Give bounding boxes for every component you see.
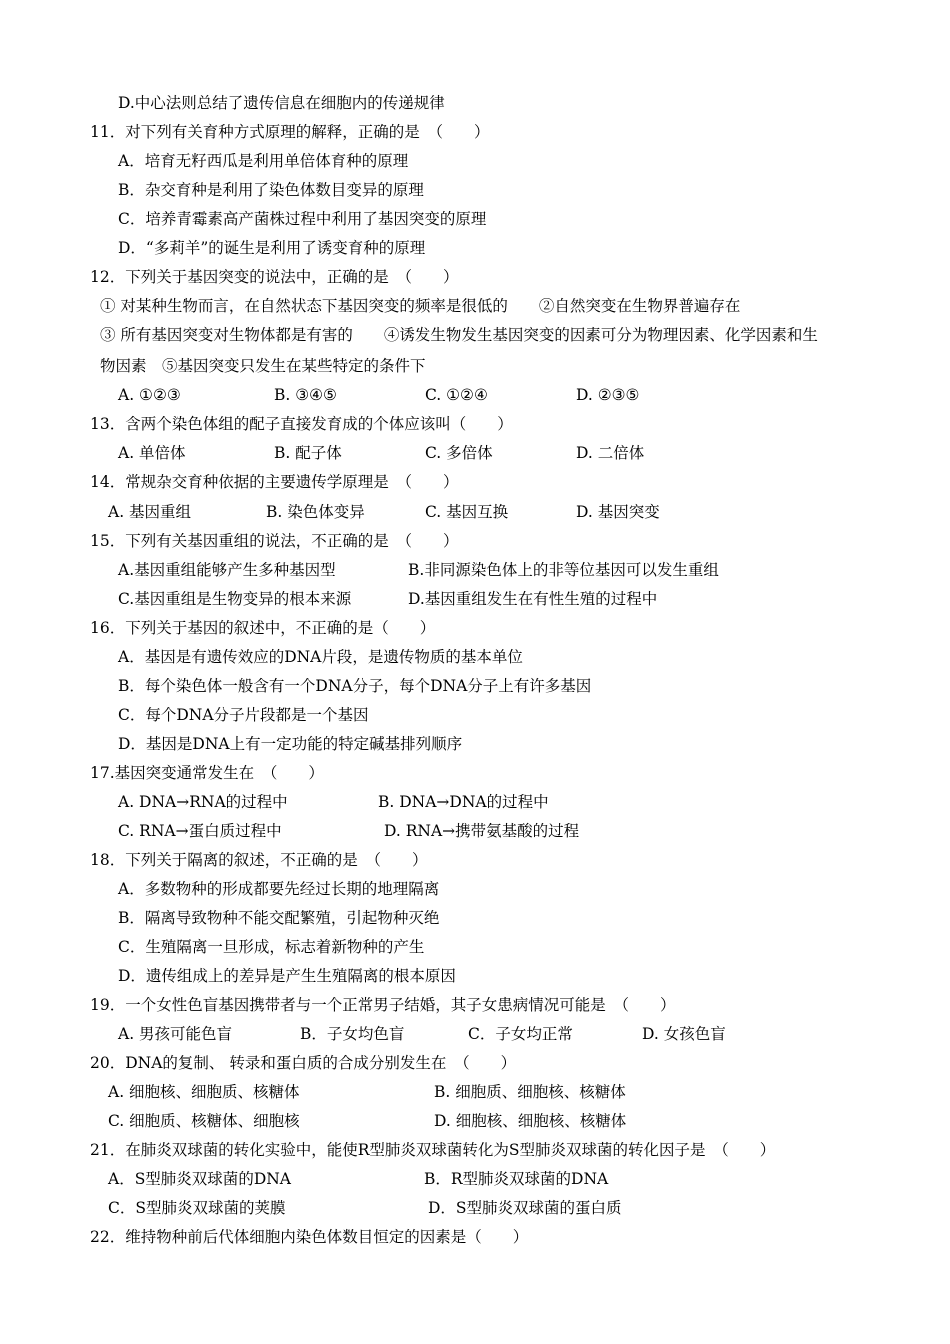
q17-option-d: D. RNA→携带氨基酸的过程 xyxy=(384,822,580,840)
q12-statement-4-5: 物因素 ⑤基因突变只发生在某些特定的条件下 xyxy=(100,357,426,375)
q11-option-d: D．“多莉羊”的诞生是利用了诱变育种的原理 xyxy=(118,239,426,257)
question-21: 21．在肺炎双球菌的转化实验中，能使R型肺炎双球菌转化为S型肺炎双球菌的转化因子是 （ ） xyxy=(90,1141,776,1159)
q12-option-b: B. ③④⑤ xyxy=(274,386,337,404)
q12-option-d: D. ②③⑤ xyxy=(576,386,640,404)
q18-option-c: C．生殖隔离一旦形成，标志着新物种的产生 xyxy=(118,938,425,956)
q15-option-a: A.基因重组能够产生多种基因型 xyxy=(118,561,336,579)
q14-option-b: B. 染色体变异 xyxy=(266,503,365,521)
q13-option-c: C. 多倍体 xyxy=(425,444,493,462)
question-19: 19．一个女性色盲基因携带者与一个正常男子结婚，其子女患病情况可能是 （ ） xyxy=(90,996,676,1014)
question-20: 20．DNA的复制、 转录和蛋白质的合成分别发生在 （ ） xyxy=(90,1054,517,1072)
q20-option-a: A. 细胞核、细胞质、核糖体 xyxy=(108,1083,300,1101)
q15-option-b: B.非同源染色体上的非等位基因可以发生重组 xyxy=(408,561,719,579)
q20-option-b: B. 细胞质、细胞核、核糖体 xyxy=(434,1083,626,1101)
q12-option-a: A. ①②③ xyxy=(118,386,181,404)
q17-option-a: A. DNA→RNA的过程中 xyxy=(118,793,288,811)
q13-option-a: A. 单倍体 xyxy=(118,444,186,462)
question-17: 17.基因突变通常发生在 （ ） xyxy=(90,764,324,782)
q17-option-b: B. DNA→DNA的过程中 xyxy=(378,793,549,811)
q16-option-d: D．基因是DNA上有一定功能的特定碱基排列顺序 xyxy=(118,735,463,753)
q12-statement-3-4: ③ 所有基因突变对生物体都是有害的 ④诱发生物发生基因突变的因素可分为物理因素、化学因素和生 xyxy=(100,326,818,344)
question-22: 22．维持物种前后代体细胞内染色体数目恒定的因素是（ ） xyxy=(90,1228,529,1246)
q12-statement-1-2: ① 对某种生物而言，在自然状态下基因突变的频率是很低的 ②自然突变在生物界普遍存在 xyxy=(100,297,741,315)
q18-option-a: A．多数物种的形成都要先经过长期的地理隔离 xyxy=(118,880,440,898)
q13-option-b: B. 配子体 xyxy=(274,444,342,462)
question-12: 12．下列关于基因突变的说法中，正确的是 （ ） xyxy=(90,268,459,286)
q20-option-d: D. 细胞核、细胞核、核糖体 xyxy=(434,1112,627,1130)
question-15: 15．下列有关基因重组的说法，不正确的是 （ ） xyxy=(90,532,459,550)
q19-option-d: D. 女孩色盲 xyxy=(642,1025,726,1043)
question-16: 16．下列关于基因的叙述中，不正确的是（ ） xyxy=(90,619,436,637)
question-13: 13．含两个染色体组的配子直接发育成的个体应该叫（ ） xyxy=(90,415,513,433)
q16-option-b: B．每个染色体一般含有一个DNA分子，每个DNA分子上有许多基因 xyxy=(118,677,592,695)
q20-option-c: C. 细胞质、核糖体、细胞核 xyxy=(108,1112,300,1130)
q19-option-c: C．子女均正常 xyxy=(468,1025,573,1043)
q21-option-a: A．S型肺炎双球菌的DNA xyxy=(108,1170,291,1188)
q17-option-c: C. RNA→蛋白质过程中 xyxy=(118,822,282,840)
q14-option-c: C. 基因互换 xyxy=(425,503,509,521)
question-11: 11．对下列有关育种方式原理的解释，正确的是 （ ） xyxy=(90,123,490,141)
q21-option-d: D．S型肺炎双球菌的蛋白质 xyxy=(428,1199,622,1217)
q19-option-a: A. 男孩可能色盲 xyxy=(118,1025,233,1043)
q14-option-d: D. 基因突变 xyxy=(576,503,660,521)
q16-option-a: A．基因是有遗传效应的DNA片段，是遗传物质的基本单位 xyxy=(118,648,523,666)
q11-option-c: C．培养青霉素高产菌株过程中利用了基因突变的原理 xyxy=(118,210,487,228)
question-18: 18．下列关于隔离的叙述，不正确的是 （ ） xyxy=(90,851,428,869)
q15-option-c: C.基因重组是生物变异的根本来源 xyxy=(118,590,352,608)
q14-option-a: A. 基因重组 xyxy=(108,503,192,521)
q19-option-b: B．子女均色盲 xyxy=(300,1025,405,1043)
q21-option-b: B．R型肺炎双球菌的DNA xyxy=(424,1170,609,1188)
q11-option-b: B．杂交育种是利用了染色体数目变异的原理 xyxy=(118,181,424,199)
q18-option-d: D．遗传组成上的差异是产生生殖隔离的根本原因 xyxy=(118,967,456,985)
q11-option-a: A．培育无籽西瓜是利用单倍体育种的原理 xyxy=(118,152,409,170)
q16-option-c: C．每个DNA分子片段都是一个基因 xyxy=(118,706,369,724)
question-14: 14．常规杂交育种依据的主要遗传学原理是 （ ） xyxy=(90,473,459,491)
q13-option-d: D. 二倍体 xyxy=(576,444,645,462)
q15-option-d: D.基因重组发生在有性生殖的过程中 xyxy=(408,590,658,608)
q10-option-d: D.中心法则总结了遗传信息在细胞内的传递规律 xyxy=(118,94,445,112)
q21-option-c: C．S型肺炎双球菌的荚膜 xyxy=(108,1199,286,1217)
q12-option-c: C. ①②④ xyxy=(425,386,488,404)
q18-option-b: B．隔离导致物种不能交配繁殖，引起物种灭绝 xyxy=(118,909,440,927)
